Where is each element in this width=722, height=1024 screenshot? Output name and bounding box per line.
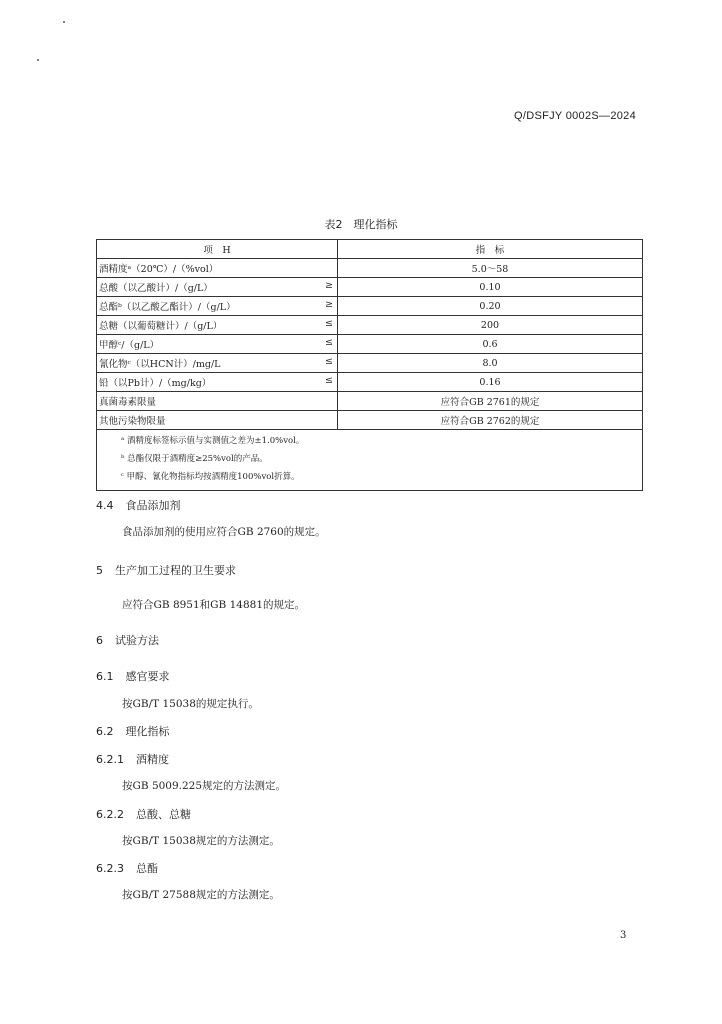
row-operator: ≤ [325, 375, 333, 386]
section-heading [96, 668, 170, 684]
table-row [97, 373, 643, 392]
row-item-name: 真菌毒素限量 [99, 397, 157, 408]
table-row [97, 335, 643, 354]
row-value: 0.10 [338, 278, 643, 297]
table-notes [97, 430, 643, 491]
section-number: 4.4 [96, 499, 114, 512]
section-heading [96, 497, 181, 513]
section-title: 理化指标 [125, 725, 170, 738]
row-value: 8.0 [338, 354, 643, 373]
section-heading [96, 723, 170, 739]
section-number: 6 [96, 634, 103, 647]
row-item-name: 铅（以Pb计）/（mg/kg） [99, 378, 212, 389]
row-value: 5.0～58 [338, 259, 643, 278]
section-title: 总酸、总糖 [136, 808, 191, 821]
row-operator: ≥ [325, 280, 333, 291]
row-item-name: 总酯ᵇ（以乙酸乙酯计）/（g/L） [99, 302, 236, 313]
section-number: 6.2.2 [96, 808, 124, 821]
section-body: 按GB/T 15038规定的方法测定。 [122, 835, 280, 847]
row-item-name: 酒精度ᵃ（20℃）/（%vol） [99, 264, 219, 275]
section-number: 6.2 [96, 725, 114, 738]
row-operator: ≤ [325, 356, 333, 367]
table-row [97, 259, 643, 278]
section-heading [96, 632, 159, 648]
table-note: ᵇ 总酯仅限于酒精度≥25%vol的产品。 [121, 454, 268, 464]
table-row [97, 411, 643, 430]
section-title: 感官要求 [125, 670, 170, 683]
section-title: 食品添加剂 [125, 499, 181, 512]
section-title: 生产加工过程的卫生要求 [115, 564, 236, 577]
table-note: ᵃ 酒精度标签标示值与实测值之差为±1.0%vol。 [121, 436, 305, 446]
physicochemical-spec-table [96, 239, 643, 491]
section-number: 6.1 [96, 670, 114, 683]
table-row [97, 354, 643, 373]
section-title: 试验方法 [115, 634, 159, 647]
row-value: 应符合GB 2761的规定 [338, 392, 643, 411]
section-body: 按GB/T 27588规定的方法测定。 [122, 889, 280, 901]
row-item-name: 其他污染物限量 [99, 416, 166, 427]
page-number: 3 [620, 930, 627, 941]
section-heading [96, 562, 236, 578]
section-body: 食品添加剂的使用应符合GB 2760的规定。 [122, 526, 326, 538]
table-row [97, 278, 643, 297]
section-title: 总酯 [136, 862, 158, 875]
section-title: 酒精度 [136, 753, 169, 766]
row-operator: ≤ [325, 318, 333, 329]
row-value: 0.16 [338, 373, 643, 392]
table-header-row [97, 240, 643, 259]
section-heading [96, 751, 169, 767]
table-note: ᶜ 甲醇、氰化物指标均按酒精度100%vol折算。 [121, 472, 300, 482]
row-item-name: 氰化物ᶜ（以HCN计）/mg/L [99, 359, 221, 370]
column-header-value: 指 标 [338, 240, 643, 259]
row-item-name: 甲醇ᶜ/（g/L） [99, 340, 160, 351]
section-heading [96, 806, 191, 822]
document-code: Q/DSFJY 0002S—2024 [514, 110, 636, 122]
scan-speck [37, 59, 39, 61]
table-row [97, 297, 643, 316]
table-row [97, 316, 643, 335]
section-body: 按GB 5009.225规定的方法测定。 [122, 780, 287, 792]
section-number: 6.2.3 [96, 862, 124, 875]
section-body: 按GB/T 15038的规定执行。 [122, 698, 259, 710]
table-notes-row [97, 430, 643, 491]
table-title: 表2 理化指标 [324, 218, 398, 231]
column-header-item: 项 H [97, 240, 338, 259]
section-number: 5 [96, 564, 103, 577]
row-item-name: 总酸（以乙酸计）/（g/L） [99, 283, 213, 294]
scan-speck [63, 21, 65, 23]
section-body: 应符合GB 8951和GB 14881的规定。 [122, 599, 306, 611]
table-row [97, 392, 643, 411]
row-value: 应符合GB 2762的规定 [338, 411, 643, 430]
row-item-name: 总糖（以葡萄糖计）/（g/L） [99, 321, 223, 332]
row-value: 200 [338, 316, 643, 335]
section-heading [96, 860, 158, 876]
row-operator: ≥ [325, 299, 333, 310]
row-value: 0.6 [338, 335, 643, 354]
row-operator: ≤ [325, 337, 333, 348]
row-value: 0.20 [338, 297, 643, 316]
section-number: 6.2.1 [96, 753, 124, 766]
